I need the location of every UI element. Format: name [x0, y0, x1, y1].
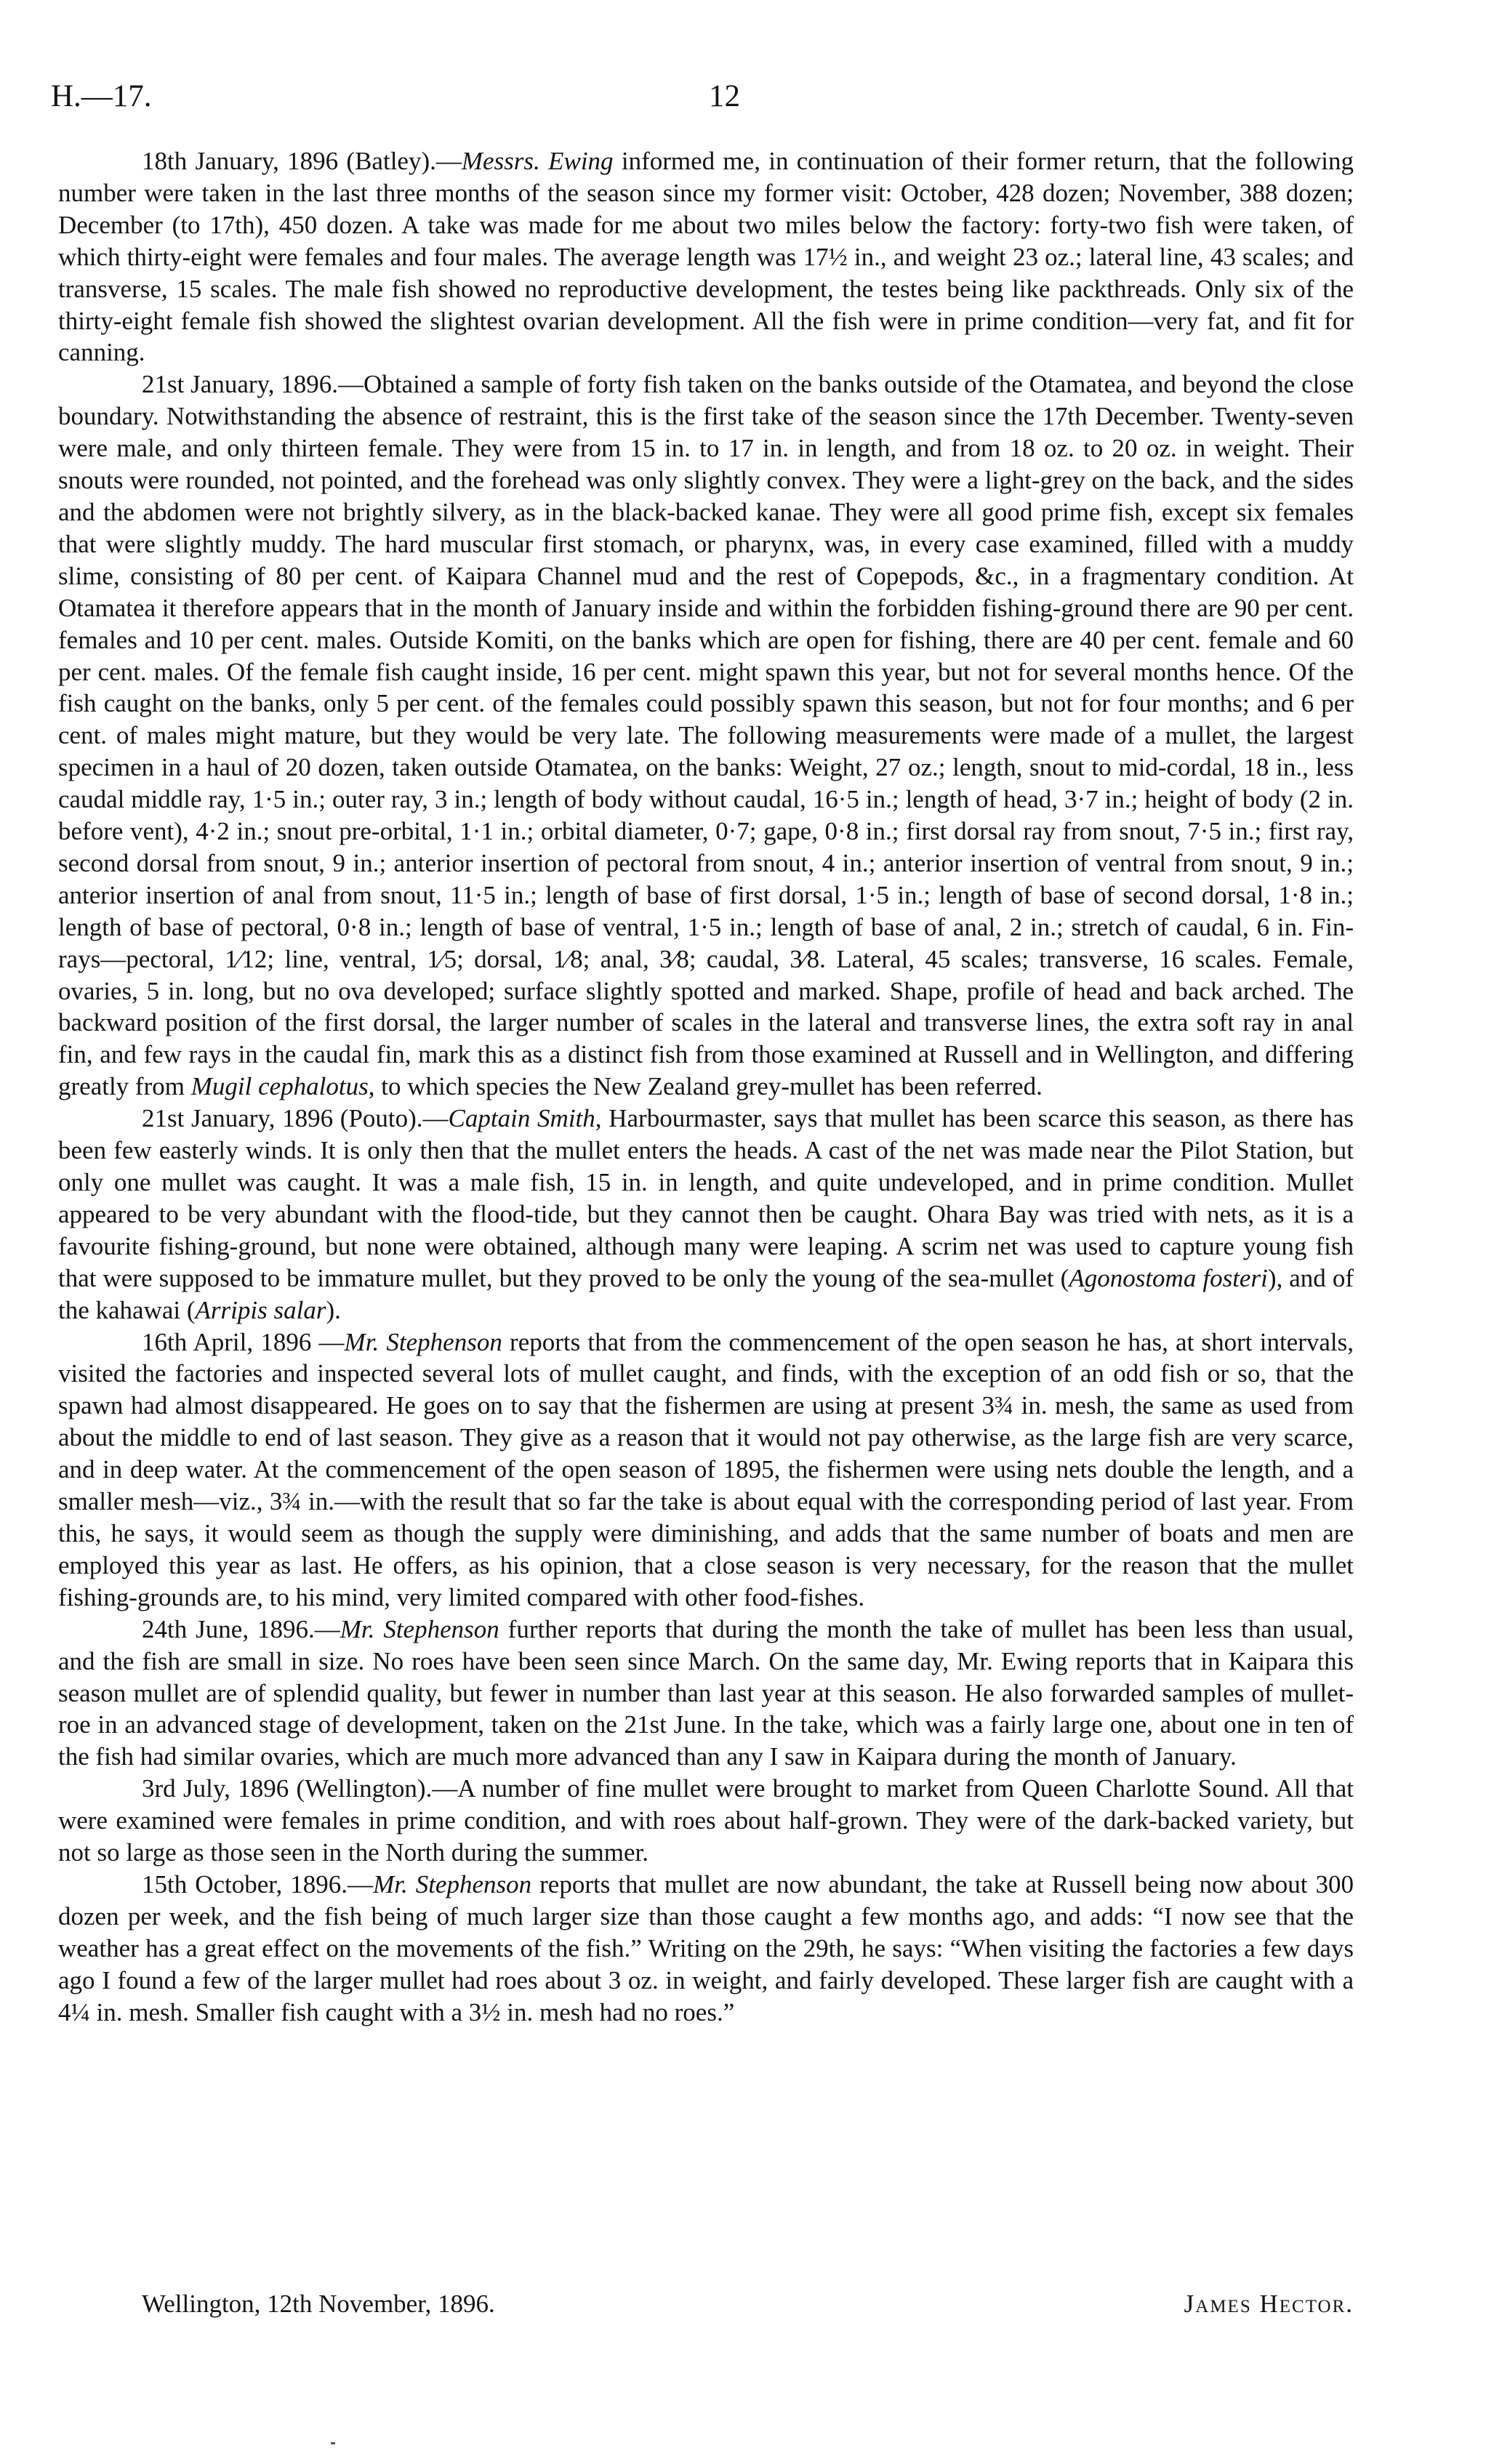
person-name: Captain Smith: [448, 1104, 595, 1133]
species-name: Mugil cephalotus: [190, 1072, 369, 1101]
paragraph-june: 24th June, 1896.—Mr. Stephenson further reports that during the month the take of mullet has been less than usual, and the fish are small in size. No roes have been seen since March. On the same day, Mr. Ewing reports that in Kaipara this season mullet are of splendid quality, but fewer in number than last year at this season. He also forwarded samples of mullet-roe in an advanced stage of development, taken on the 21st June. In the take, which was a fairly large one, about one in ten of the fish had similar ovaries, which are much more advanced than any I saw in Kaipara during the month of January.: [58, 1614, 1354, 1771]
species-name: Agonostoma fosteri: [1069, 1263, 1268, 1292]
place-date: Wellington, 12th November, 1896.: [142, 2290, 495, 2318]
person-name: Messrs. Ewing: [461, 147, 614, 175]
signature: James Hector.: [1184, 2290, 1354, 2318]
paragraph-batley: 18th January, 1896 (Batley).—Messrs. Ewing informed me, in continuation of their former return, that the following number were taken in the last three months of the season since my former visit: October, 428 dozen; November, 388 dozen; December (to 17th), 450 dozen. A take was made for me about two miles below the factory: forty-two fish were taken, of which thirty-eight were females and four males. The average length was 17½ in., and weight 23 oz.; lateral line, 43 scales; and transverse, 15 scales. The male fish showed no reproductive development, the testes being like packthreads. Only six of the thirty-eight female fish showed the slightest ovarian development. All the fish were in prime condition—very fat, and fit for canning.: [58, 147, 1354, 367]
print-speck: [331, 2442, 335, 2444]
paragraph-october: 15th October, 1896.—Mr. Stephenson reports that mullet are now abundant, the take at Russell being now about 300 dozen per week, and the fish being of much larger size than those caught a few months ago, and adds: “I now see that the weather has a great effect on the movements of the fish.” Writing on the 29th, he says: “When visiting the factories a few days ago I found a few of the larger mullet had roes about 3 oz. in weight, and fairly developed. These larger fish are caught with a 4¼ in. mesh. Smaller fish caught with a 3½ in. mesh had no roes.”: [58, 1869, 1354, 2026]
document-code: H.—17.: [51, 79, 152, 113]
person-name: Mr. Stephenson: [344, 1327, 502, 1356]
paragraph-otamatea: 21st January, 1896.—Obtained a sample of forty fish taken on the banks outside of the Otamatea, and beyond the close boundary. Notwithstanding the absence of restraint, this is the first take of the season since the 17th December. Twenty-seven were male, and only thirteen female. They were from 15 in. to 17 in. in length, and from 18 oz. to 20 oz. in weight. Their snouts were rounded, not pointed, and the forehead was only slightly convex. They were a light-grey on the back, and the sides and the abdomen were not brightly silvery, as in the black-backed kanae. They were all good prime fish, except six females that were slightly muddy. The hard muscular first stomach, or pharynx, was, in every case examined, filled with a muddy slime, consisting of 80 per cent. of Kaipara Channel mud and the rest of Copepods, &c., in a fragmentary condition. At Otamatea it therefore appears that in the month of January inside and within the forbidden fishing-ground there are 90 per cent. females and 10 per cent. males. Outside Komiti, on the banks which are open for fishing, there are 40 per cent. female and 60 per cent. males. Of the female fish caught inside, 16 per cent. might spawn this year, but not for several months hence. Of the fish caught on the banks, only 5 per cent. of the females could possibly spawn this season, but not for four months; and 6 per cent. of males might mature, but they would be very late. The following measurements were made of a mullet, the largest specimen in a haul of 20 dozen, taken outside Otamatea, on the banks: Weight, 27 oz.; length, snout to mid-cordal, 18 in., less caudal middle ray, 1·5 in.; outer ray, 3 in.; length of body without caudal, 16·5 in.; length of head, 3·7 in.; height of body (2 in. before vent), 4·2 in.; snout pre-orbital, 1·1 in.; orbital diameter, 0·7; gape, 0·8 in.; first dorsal ray from snout, 7·5 in.; first ray, second dorsal from snout, 9 in.; anterior insertion of pectoral from snout, 4 in.; anterior insertion of ventral from snout, 9 in.; anterior insertion of anal from snout, 11·5 in.; length of base of first dorsal, 1·5 in.; length of base of second dorsal, 1·8 in.; length of base of pectoral, 0·8 in.; length of base of ventral, 1·5 in.; length of base of anal, 2 in.; stretch of caudal, 6 in. Fin-rays—pectoral, 1⁄12; line, ventral, 1⁄5; dorsal, 1⁄8; anal, 3⁄8; caudal, 3⁄8. Lateral, 45 scales; transverse, 16 scales. Female, ovaries, 5 in. long, but no ova developed; surface slightly spotted and marked. Shape, profile of head and back arched. The backward position of the first dorsal, the larger number of scales in the lateral and transverse lines, the extra soft ray in anal fin, and few rays in the caudal fin, mark this as a distinct fish from those examined at Russell and in Wellington, and differing greatly from Mugil cephalotus, to which species the New Zealand grey-mullet has been referred.: [58, 370, 1354, 1101]
page-number: 12: [709, 79, 740, 113]
paragraph-pouto: 21st January, 1896 (Pouto).—Captain Smith, Harbourmaster, says that mullet has been scarce this season, as there has been few easterly winds. It is only then that the mullet enters the heads. A cast of the net was made near the Pilot Station, but only one mullet was caught. It was a male fish, 15 in. in length, and quite undeveloped, and in prime condition. Mullet appeared to be very abundant with the flood-tide, but they cannot then be caught. Ohara Bay was tried with nets, as it is a favourite fishing-ground, but none were obtained, although many were leaping. A scrim net was used to capture young fish that were supposed to be immature mullet, but they proved to be only the young of the sea-mullet (Agonostoma fosteri), and of the kahawai (Arripis salar).: [58, 1104, 1354, 1324]
species-name: Arripis salar: [195, 1295, 326, 1324]
person-name: Mr. Stephenson: [373, 1869, 532, 1899]
paragraph-july: 3rd July, 1896 (Wellington).—A number of fine mullet were brought to market from Queen Charlotte Sound. All that were examined were females in prime condition, and with roes about half-grown. They were of the dark-backed variety, but not so large as those seen in the North during the summer.: [58, 1774, 1354, 1867]
report-body: [58, 145, 1354, 2028]
paragraph-april: 16th April, 1896 —Mr. Stephenson reports that from the commencement of the open season he has, at short intervals, visited the factories and inspected several lots of mullet caught, and finds, with the exception of an odd fish or so, that the spawn had almost disappeared. He goes on to say that the fishermen are using at present 3¾ in. mesh, the same as used from about the middle to end of last season. They give as a reason that it would not pay otherwise, as the large fish are very scarce, and in deep water. At the commencement of the open season of 1895, the fishermen were using nets double the length, and a smaller mesh—viz., 3¾ in.—with the result that so far the take is about equal with the corresponding period of last year. From this, he says, it would seem as though the supply were diminishing, and adds that the same number of boats and men are employed this year as last. He offers, as his opinion, that a close season is very necessary, for the reason that the mullet fishing-grounds are, to his mind, very limited compared with other food-fishes.: [58, 1327, 1354, 1611]
person-name: Mr. Stephenson: [340, 1614, 499, 1643]
page-header: [51, 78, 1443, 122]
